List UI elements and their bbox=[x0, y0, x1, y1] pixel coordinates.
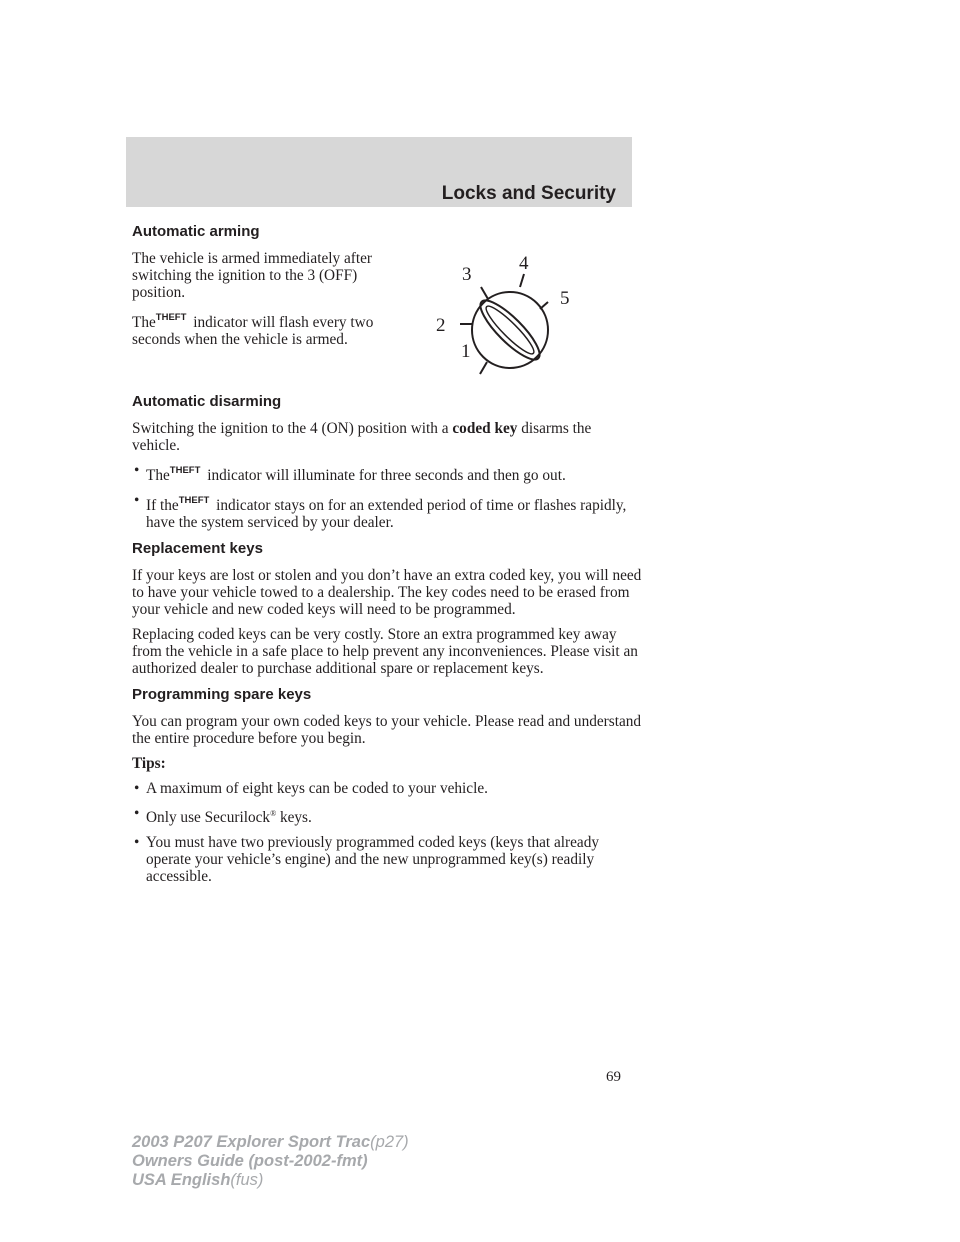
position-label-3: 3 bbox=[462, 264, 472, 285]
arming-p2-post: indicator will flash every two seconds when the vehicle is armed. bbox=[132, 314, 374, 348]
footer-guide: Owners Guide (post-2002-fmt) bbox=[132, 1152, 368, 1170]
disarming-paragraph bbox=[132, 420, 642, 454]
tips-label bbox=[132, 755, 642, 772]
disarming-b1-post: indicator will illuminate for three seconds and then go out. bbox=[207, 467, 566, 484]
disarming-b1-pre: The bbox=[146, 467, 170, 484]
position-label-2: 2 bbox=[436, 315, 446, 336]
position-label-5: 5 bbox=[560, 288, 570, 309]
tip-1: A maximum of eight keys can be coded to your vehicle. bbox=[146, 780, 488, 797]
disarming-b2-pre: If the bbox=[146, 497, 179, 514]
list-item bbox=[132, 780, 642, 797]
theft-indicator-icon: THEFT bbox=[155, 312, 187, 323]
replacement-paragraph-1: If your keys are lost or stolen and you don’t have an extra coded key, you will need to have your vehicle towed to a dealership. The key codes need to be erased from your vehicle and new coded keys will need to be programmed. bbox=[132, 567, 642, 618]
footer-line-3 bbox=[132, 1171, 409, 1190]
replacement-paragraph-2: Replacing coded keys can be very costly. Store an extra programmed key away from the vehicle in a safe place to help prevent any inconveniences. Please visit an authorized dealer to purchase additional spare or replacement keys. bbox=[132, 626, 638, 677]
heading-replacement-keys: Replacement keys bbox=[132, 540, 263, 557]
tip-3: You must have two previously programmed coded keys (keys that already operate your vehicle’s engine) and the new unprogrammed key(s) readily accessible. bbox=[146, 834, 600, 885]
list-item bbox=[132, 805, 642, 826]
footer-language-code: (fus) bbox=[230, 1171, 264, 1189]
arming-paragraph-1: The vehicle is armed immediately after switching the ignition to the 3 (OFF) position. bbox=[132, 250, 372, 301]
pointer-line-5 bbox=[540, 302, 548, 309]
trademark-icon: ® bbox=[270, 809, 277, 818]
list-item bbox=[132, 492, 642, 531]
tip-2-pre: Only use Securilock bbox=[146, 809, 271, 826]
programming-paragraph: You can program your own coded keys to your vehicle. Please read and understand the entire procedure before you begin. bbox=[132, 713, 642, 747]
tip-2-post: keys. bbox=[279, 809, 312, 826]
pointer-line-3 bbox=[481, 287, 488, 299]
position-label-4: 4 bbox=[519, 253, 529, 274]
page-number: 69 bbox=[606, 1069, 621, 1085]
ignition-cylinder-icon bbox=[472, 292, 548, 368]
pointer-line-4 bbox=[520, 274, 524, 287]
footer-model: 2003 P207 Explorer Sport Trac bbox=[132, 1133, 371, 1151]
pointer-line-1 bbox=[480, 362, 487, 374]
heading-automatic-disarming: Automatic disarming bbox=[132, 393, 282, 410]
theft-indicator-icon: THEFT bbox=[178, 495, 210, 506]
disarming-p1-bold: coded key bbox=[452, 420, 518, 437]
disarming-b2-post: indicator stays on for an extended period of time or flashes rapidly, have the system serviced by your dealer. bbox=[146, 497, 627, 531]
disarming-bullet-list bbox=[132, 462, 642, 531]
header-band bbox=[126, 137, 632, 207]
heading-programming-spare-keys: Programming spare keys bbox=[132, 686, 312, 703]
list-item bbox=[132, 462, 642, 484]
document-footer bbox=[132, 1133, 409, 1190]
disarming-p1-post: disarms the vehicle. bbox=[132, 420, 592, 454]
footer-line-2 bbox=[132, 1152, 409, 1171]
disarming-p1-pre: Switching the ignition to the 4 (ON) position with a bbox=[132, 420, 449, 437]
tips-label-text: Tips: bbox=[132, 755, 166, 772]
section-title: Locks and Security bbox=[441, 183, 616, 204]
position-label-1: 1 bbox=[461, 341, 471, 362]
footer-model-code: (p27) bbox=[370, 1133, 409, 1151]
ignition-switch-diagram bbox=[420, 247, 570, 387]
heading-automatic-arming: Automatic arming bbox=[132, 223, 260, 240]
footer-language: USA English bbox=[132, 1171, 231, 1189]
footer-line-1 bbox=[132, 1133, 409, 1152]
arming-paragraph-2 bbox=[132, 309, 402, 348]
list-item bbox=[132, 834, 642, 885]
arming-p2-pre: The bbox=[132, 314, 156, 331]
theft-indicator-icon: THEFT bbox=[169, 465, 201, 476]
tips-bullet-list bbox=[132, 780, 642, 885]
